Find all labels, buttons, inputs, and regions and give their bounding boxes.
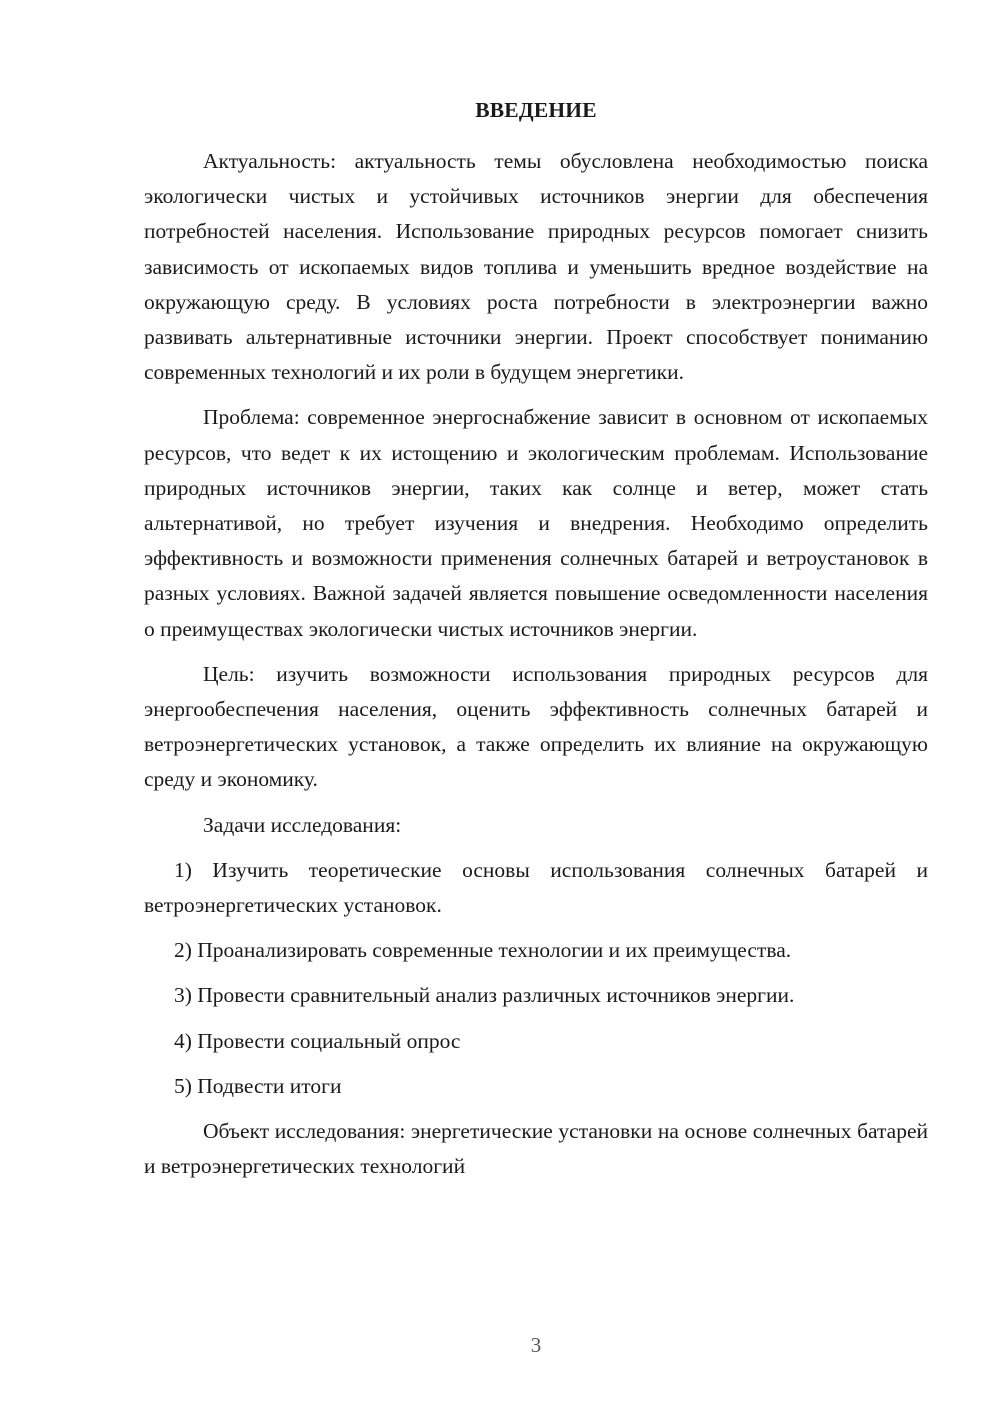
page-number: 3	[530, 1333, 542, 1357]
list-item: 2) Проанализировать современные технологии и их преимущества.	[174, 938, 792, 963]
page-title: ВВЕДЕНИЕ	[475, 98, 597, 122]
paragraph-problem: Проблема: современное энергоснабжение зависит в основном от ископаемых ресурсов, что ведет к их истощению и экологическим проблемам. Использование природных источников энергии, таких как солнце и ветер, может стать альтернативой, но требует изучения и внедрения. Необходимо определить эффективность и возможности применения солнечных батарей и ветроустановок в разных условиях. Важной задачей является повышение осведомленности населения о преимуществах экологически чистых источников энергии.	[144, 405, 928, 641]
paragraph-relevance: Актуальность: актуальность темы обусловлена необходимостью поиска экологически чистых и устойчивых источников энергии для обеспечения потребностей населения. Использование природных ресурсов помогает снизить зависимость от ископаемых видов топлива и уменьшить вредное воздействие на окружающую среду. В условиях роста потребности в электроэнергии важно развивать альтернативные источники энергии. Проект способствует пониманию современных технологий и их роли в будущем энергетики.	[144, 149, 928, 385]
paragraph-object: Объект исследования: энергетические установки на основе солнечных батарей и ветроэнергетических технологий	[144, 1119, 928, 1179]
tasks-heading: Задачи исследования:	[203, 812, 402, 837]
page-content	[144, 94, 928, 1184]
list-item: 3) Провести сравнительный анализ различных источников энергии.	[174, 983, 795, 1008]
paragraph-goal: Цель: изучить возможности использования природных ресурсов для энергообеспечения населения, оценить эффективность солнечных батарей и ветроэнергетических установок, а также определить их влияние на окружающую среду и экономику.	[144, 661, 928, 792]
list-item: 5) Подвести итоги	[174, 1073, 342, 1098]
tasks-list	[144, 853, 928, 1104]
list-item: 4) Провести социальный опрос	[174, 1028, 461, 1053]
list-item: 1) Изучить теоретические основы использования солнечных батарей и ветроэнергетических установок.	[144, 857, 928, 918]
